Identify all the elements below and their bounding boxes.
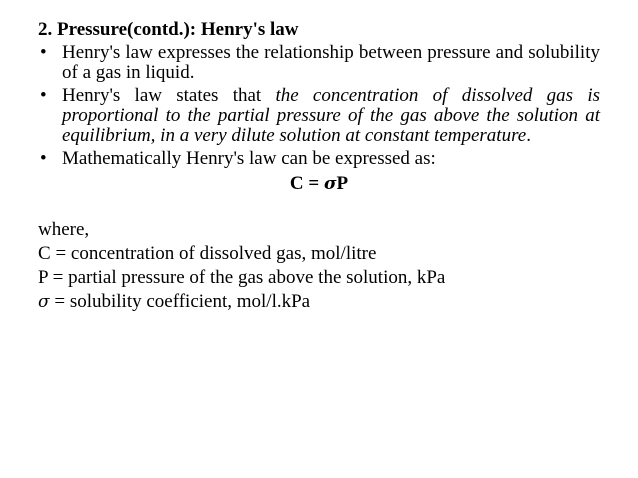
definition-text: = concentration of dissolved gas, mol/litre — [50, 243, 377, 264]
bullet-text: Henry's law expresses the relationship between pressure and solubility of a gas in liquid. — [62, 42, 600, 83]
definition-line — [38, 242, 600, 266]
definitions — [38, 218, 600, 314]
formula-sigma: σ — [323, 174, 337, 194]
definition-symbol: C — [38, 243, 51, 264]
bullet-item — [38, 149, 600, 169]
definition-text: = partial pressure of the gas above the solution, kPa — [47, 267, 446, 288]
bullet-item — [38, 86, 600, 146]
formula-left: C = — [289, 173, 324, 194]
bullet-text — [62, 86, 600, 146]
henrys-law-formula — [38, 172, 600, 196]
bullet-text-plain: Henry's law states that — [62, 85, 276, 106]
formula-right: P — [336, 173, 349, 194]
bullet-text-italic: the concentration of dissolved gas is proportional to the partial pressure of the gas above the solution at equilibrium, in a very dilute solution at constant temperature — [62, 85, 600, 146]
definition-symbol: P — [38, 267, 48, 288]
slide-title: 2. Pressure(contd.): Henry's law — [38, 19, 299, 40]
bullet-list — [38, 43, 600, 169]
where-label: where, — [38, 219, 90, 240]
definition-text: = solubility coefficient, mol/l.kPa — [49, 291, 311, 312]
bullet-text: Mathematically Henry's law can be expressed as: — [62, 148, 436, 169]
definition-line — [38, 290, 600, 314]
bullet-icon: • — [40, 148, 47, 169]
definition-line — [38, 266, 600, 290]
definition-symbol: σ — [38, 292, 50, 312]
bullet-icon: • — [40, 42, 47, 63]
bullet-item — [38, 43, 600, 83]
bullet-icon: • — [40, 85, 47, 106]
bullet-text-end: . — [526, 125, 531, 146]
